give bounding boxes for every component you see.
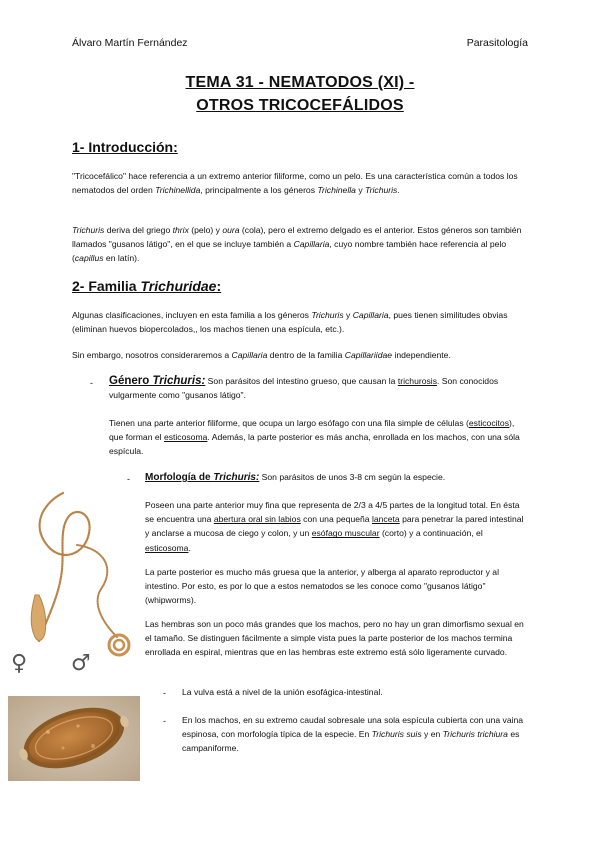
bullet-dash-2: -	[163, 716, 166, 726]
section-heading-familia: 2- Familia Trichuridae:	[72, 278, 222, 294]
intro-paragraph-2: Trichuris deriva del griego thrix (pelo) y oura (cola), pero el extremo delgado es el anterior. Estos géneros son también llamados "gusanos látigo", en el que se incluye también a Capillaria, cuyo nombre también hace referencia al pelo (capillus en latín).	[72, 225, 522, 264]
morfologia-label: Morfología de Trichuris:	[145, 472, 260, 483]
intro-paragraph-1: "Tricocefálico" hace referencia a un extremo anterior filiforme, como un pelo. Es una característica común a todos los nematodos del orden Trichinellida, principalmente a los géneros Trichinella y Trichuris.	[72, 171, 518, 196]
morfologia-paragraph-4: Las hembras son un poco más grandes que los machos, pero no hay un gran dimorfismo sexual en el tamaño. Se distinguen fácilmente a simple vista pues la parte posterior de los machos termina enrollada en espiral, mientras que en las hembras este extremo está sólo ligeramente curvado.	[145, 619, 524, 658]
bullet-vulva: La vulva está a nivel de la unión esofágica-intestinal.	[182, 687, 383, 697]
genero-label: Género Trichuris:	[109, 375, 206, 387]
genero-paragraph-2: Tienen una parte anterior filiforme, que ocupa un largo esófago con una fila simple de células (esticocitos), que forman el esticosoma. Además, la parte posterior es más ancha, enrollada en los machos, con una sóla espícula.	[109, 418, 520, 457]
morfologia-paragraph-1: Morfología de Trichuris: Son parásitos de unos 3-8 cm según la especie.	[145, 472, 446, 483]
bullet-machos: En los machos, en su extremo caudal sobresale una sola espícula cubierta con una vaina espinosa, con morfología típica de la especie. En Trichuris suis y en Trichuris trichiura es campaniforme.	[182, 715, 524, 754]
morfologia-dash: -	[127, 474, 130, 484]
genero-dash: -	[90, 378, 93, 388]
header-subject: Parasitología	[466, 37, 528, 49]
trichuris-worms-illustration	[5, 485, 145, 680]
trichuris-egg-micrograph	[8, 696, 140, 781]
genero-paragraph-1: Género Trichuris: Son parásitos del intestino grueso, que causan la trichurosis. Son conocidos vulgarmente como "gusanos látigo".	[109, 375, 499, 401]
female-worm-anterior	[39, 493, 90, 641]
morfologia-paragraph-2: Poseen una parte anterior muy fina que representa de 2/3 a 4/5 partes de la longitud total. En ésta se encuentra una abertura oral sin labios con una pequeña lanceta para penetrar la pared intestinal y anclarse a mucosa de ciego y colon, y un esófago muscular (corto) y a continuación, el esticosoma.	[145, 500, 524, 553]
female-worm-posterior	[31, 595, 46, 640]
header-author: Álvaro Martín Fernández	[72, 37, 188, 49]
male-worm-anterior	[77, 545, 117, 637]
section-heading-introduccion: 1- Introducción:	[72, 139, 178, 155]
bullet-dash-1: -	[163, 688, 166, 698]
page-title-line1: TEMA 31 - NEMATODOS (XI) -	[185, 74, 415, 91]
morfologia-paragraph-3: La parte posterior es mucho más gruesa que la anterior, y alberga al aparato reproductor y al intestino. Por esto, es por lo que a estos nematodos se les conoce como "gusanos látigo" (whipworms).	[145, 567, 499, 606]
male-symbol: ♂	[71, 651, 91, 676]
male-worm-coil	[109, 635, 129, 655]
page-title-line2: OTROS TRICOCEFÁLIDOS	[196, 97, 404, 114]
female-symbol: ♀	[11, 651, 28, 676]
familia-paragraph-2: Sin embargo, nosotros consideraremos a Capillaria dentro de la familia Capillariidae independiente.	[72, 350, 451, 360]
familia-paragraph-1: Algunas clasificaciones, incluyen en esta familia a los géneros Trichuris y Capillaria, pues tienen similitudes obvias (eliminan huevos biopercolados,, los machos tienen una espícula, etc.).	[72, 310, 508, 335]
